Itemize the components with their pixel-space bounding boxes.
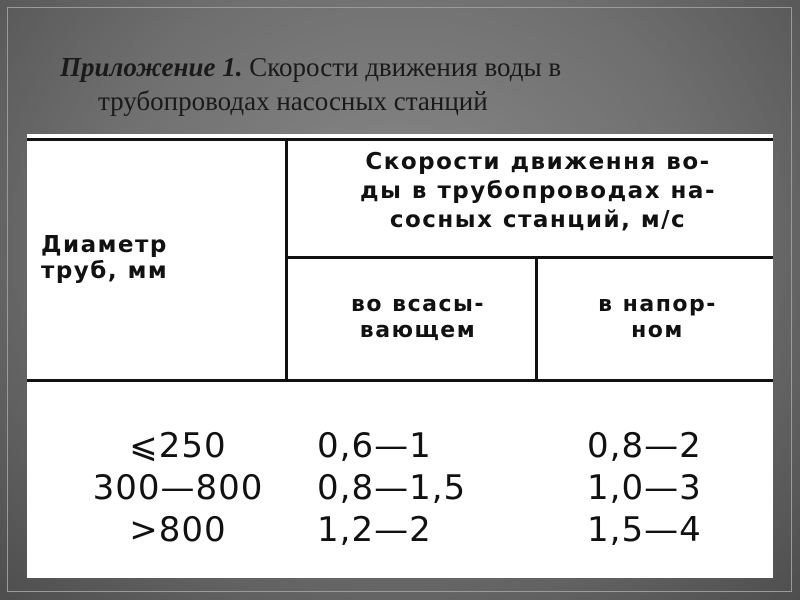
speed-group-header: Скорости движення во- ды в трубопроводах на- сосных станций, м/с [360, 149, 716, 233]
title-text-1: Скорости движения воды в [249, 52, 562, 82]
suction-header: во всасы- вающем [350, 292, 486, 343]
row-1-diameter: ⩽250 [129, 426, 227, 466]
velocity-table [27, 134, 773, 578]
diameter-header: Диаметр труб, мм [41, 232, 169, 284]
row-3-diameter: >800 [129, 510, 227, 550]
row-2-pressure: 1,0—3 [587, 468, 702, 508]
title-line-1 [60, 50, 760, 84]
row-3-suction: 1,2—2 [317, 510, 432, 550]
appendix-label: Приложение 1. [60, 52, 243, 82]
row-3-pressure: 1,5—4 [587, 510, 702, 550]
row-2-diameter: 300—800 [92, 468, 264, 508]
pressure-header: в напор- ном [598, 292, 717, 343]
header-bottom-rule [27, 379, 773, 382]
row-1-suction: 0,6—1 [317, 426, 432, 466]
slide-title [60, 50, 760, 118]
row-1-pressure: 0,8—2 [587, 426, 702, 466]
subheader-rule [287, 256, 773, 259]
table-top-rule [27, 138, 773, 141]
title-line-2: трубопроводах насосных станций [98, 86, 488, 116]
row-2-suction: 0,8—1,5 [317, 468, 467, 508]
